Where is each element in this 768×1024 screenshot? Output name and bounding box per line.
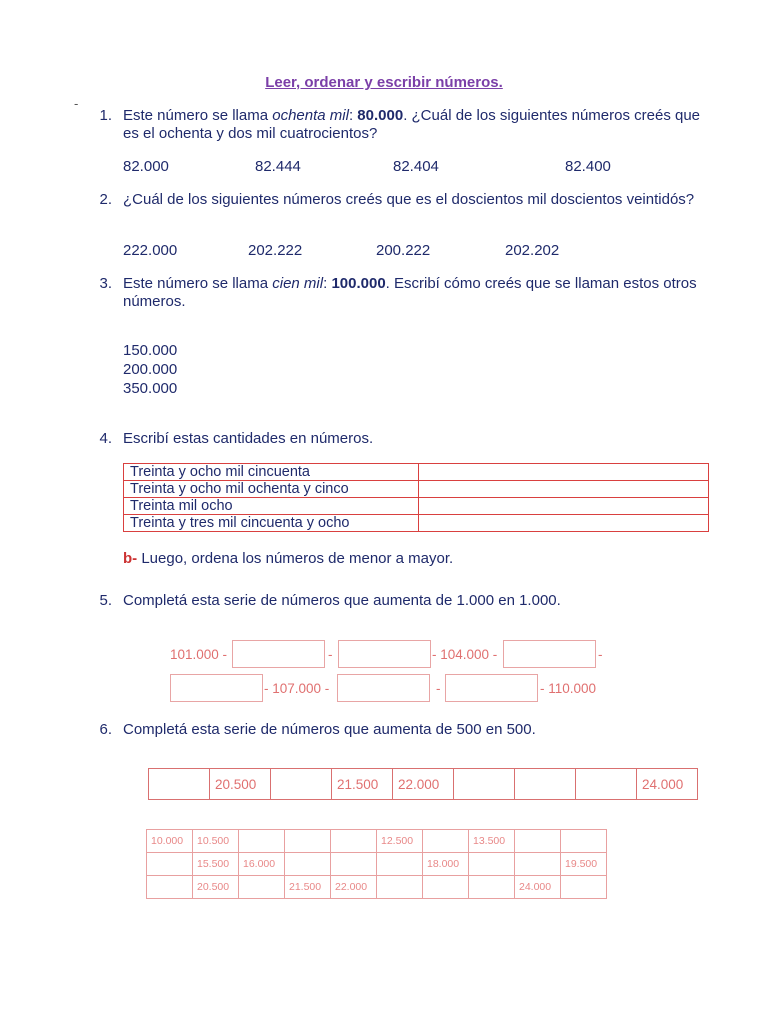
table-row — [124, 515, 709, 532]
q6-cell[interactable] — [147, 853, 193, 876]
q3-text — [123, 275, 703, 311]
q6-cell[interactable]: 12.500 — [377, 830, 423, 853]
page-title: Leer, ordenar y escribir números. — [265, 74, 503, 91]
table-row — [147, 853, 607, 876]
q3-item: 350.000 — [123, 380, 178, 397]
q4-answer-cell[interactable] — [419, 481, 709, 498]
q5-answer-box[interactable] — [337, 674, 430, 702]
q2-option-2[interactable]: 202.222 — [248, 242, 303, 259]
q6-cell[interactable]: 16.000 — [239, 853, 285, 876]
table-row — [147, 876, 607, 899]
q3-pre: Este número se llama — [123, 275, 273, 292]
q2-option-1[interactable]: 222.000 — [123, 242, 178, 259]
q6-cell[interactable]: 10.000 — [147, 830, 193, 853]
q5-seq-label: - — [598, 647, 603, 662]
q6-cell[interactable]: 19.500 — [561, 853, 607, 876]
q1-option-1[interactable]: 82.000 — [123, 158, 169, 175]
table-row — [124, 481, 709, 498]
q1-italic: ochenta mil — [272, 107, 349, 124]
q4-b-text: Luego, ordena los números de menor a mayor. — [137, 550, 454, 567]
q6-grid-2 — [146, 829, 607, 899]
q5-answer-box[interactable] — [445, 674, 538, 702]
q4-text: Escribí estas cantidades en números. — [123, 430, 374, 447]
q6-cell[interactable] — [515, 830, 561, 853]
q1-colon: : — [348, 107, 358, 124]
q6-cell[interactable] — [149, 769, 210, 800]
q3-number: 3. — [99, 275, 112, 292]
q6-cell[interactable] — [576, 769, 637, 800]
q6-cell[interactable]: 21.500 — [285, 876, 331, 899]
q6-cell[interactable] — [423, 830, 469, 853]
q6-cell[interactable] — [515, 769, 576, 800]
table-row — [124, 464, 709, 481]
q6-cell[interactable]: 21.500 — [332, 769, 393, 800]
q6-cell[interactable] — [377, 876, 423, 899]
q2-number: 2. — [99, 191, 112, 208]
q6-cell[interactable] — [561, 830, 607, 853]
table-row — [124, 498, 709, 515]
q6-grid-1 — [148, 768, 698, 800]
q6-cell[interactable] — [285, 853, 331, 876]
q5-text: Completá esta serie de números que aumenta de 1.000 en 1.000. — [123, 592, 561, 609]
q6-cell[interactable] — [331, 853, 377, 876]
q3-bold: 100.000 — [331, 275, 386, 292]
q6-cell[interactable] — [377, 853, 423, 876]
q6-cell[interactable]: 24.000 — [515, 876, 561, 899]
q6-cell[interactable]: 18.000 — [423, 853, 469, 876]
q6-cell[interactable] — [239, 876, 285, 899]
q6-cell[interactable] — [454, 769, 515, 800]
q5-seq-label: - 104.000 - — [432, 647, 498, 662]
q6-cell[interactable] — [331, 830, 377, 853]
q6-cell[interactable] — [469, 853, 515, 876]
q1-text — [123, 107, 703, 143]
q5-answer-box[interactable] — [338, 640, 431, 668]
q6-cell[interactable] — [515, 853, 561, 876]
q4-answer-cell[interactable] — [419, 464, 709, 481]
q4-b-label: b- — [123, 550, 138, 567]
q6-cell[interactable]: 22.000 — [393, 769, 454, 800]
q6-cell[interactable] — [469, 876, 515, 899]
q6-cell[interactable] — [239, 830, 285, 853]
q6-cell[interactable]: 15.500 — [193, 853, 239, 876]
q1-option-3[interactable]: 82.404 — [393, 158, 439, 175]
q5-seq-label: 101.000 - — [170, 647, 228, 662]
q6-cell[interactable] — [147, 876, 193, 899]
q3-colon: : — [323, 275, 332, 292]
q6-cell[interactable]: 20.500 — [210, 769, 271, 800]
q5-seq-label: - — [328, 647, 333, 662]
q1-bold: 80.000 — [357, 107, 404, 124]
q5-seq-label: - 107.000 - — [264, 681, 330, 696]
q4-label-cell: Treinta y ocho mil cincuenta — [124, 464, 419, 481]
q1-number: 1. — [99, 107, 112, 124]
q5-number: 5. — [99, 592, 112, 609]
q6-cell[interactable] — [561, 876, 607, 899]
q5-seq-label: - 110.000 — [540, 681, 597, 696]
table-row — [149, 769, 698, 800]
q6-cell[interactable]: 10.500 — [193, 830, 239, 853]
q6-cell[interactable] — [285, 830, 331, 853]
q4-answer-cell[interactable] — [419, 498, 709, 515]
q5-answer-box[interactable] — [232, 640, 325, 668]
q6-cell[interactable] — [271, 769, 332, 800]
q1-option-2[interactable]: 82.444 — [255, 158, 301, 175]
q6-text: Completá esta serie de números que aumenta de 500 en 500. — [123, 721, 536, 738]
q2-option-3[interactable]: 200.222 — [376, 242, 431, 259]
q3-list — [123, 341, 177, 398]
q5-answer-box[interactable] — [503, 640, 596, 668]
q4-b-instruction — [123, 550, 453, 567]
q3-italic: cien mil — [272, 275, 324, 292]
q2-option-4[interactable]: 202.202 — [505, 242, 560, 259]
q6-cell[interactable]: 24.000 — [637, 769, 698, 800]
q3-item: 200.000 — [123, 361, 178, 378]
q1-post: . ¿Cuál de los siguientes números creés que es el ochenta y dos mil cuatrocientos? — [123, 107, 701, 142]
stray-dash: - — [74, 96, 79, 111]
q5-answer-box[interactable] — [170, 674, 263, 702]
q4-label-cell: Treinta y tres mil cincuenta y ocho — [124, 515, 419, 532]
q1-option-4[interactable]: 82.400 — [565, 158, 611, 175]
q6-cell[interactable] — [423, 876, 469, 899]
q1-pre: Este número se llama — [123, 107, 273, 124]
q5-seq-label: - — [436, 681, 441, 696]
q4-label-cell: Treinta y ocho mil ochenta y cinco — [124, 481, 419, 498]
q3-post: . Escribí cómo creés que se llaman estos otros números. — [123, 275, 697, 310]
q4-number: 4. — [99, 430, 112, 447]
q6-cell[interactable]: 22.000 — [331, 876, 377, 899]
q6-cell[interactable]: 13.500 — [469, 830, 515, 853]
q2-text: ¿Cuál de los siguientes números creés que es el doscientos mil doscientos veintidós? — [123, 191, 695, 208]
table-row — [147, 830, 607, 853]
q6-number: 6. — [99, 721, 112, 738]
q4-answer-cell[interactable] — [419, 515, 709, 532]
q4-table — [123, 463, 709, 532]
q6-cell[interactable]: 20.500 — [193, 876, 239, 899]
q3-item: 150.000 — [123, 342, 178, 359]
q4-label-cell: Treinta mil ocho — [124, 498, 419, 515]
